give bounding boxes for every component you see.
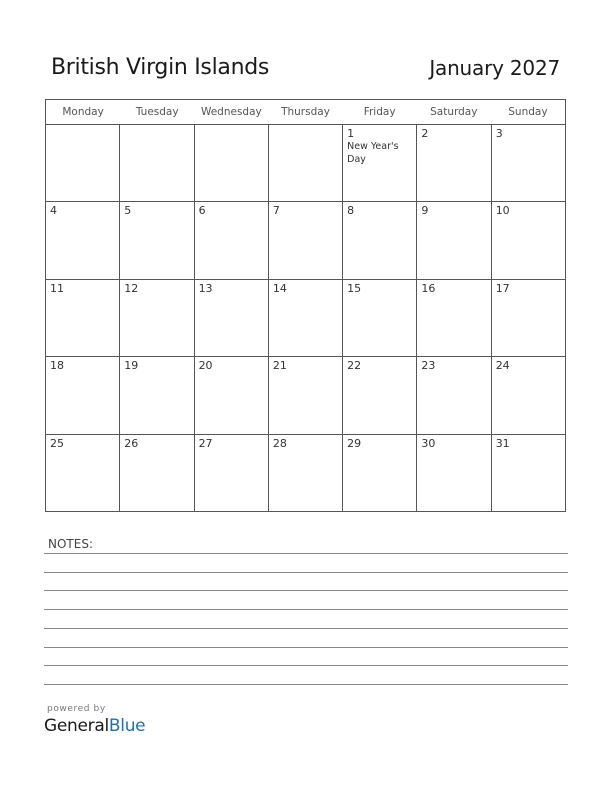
note-line bbox=[44, 609, 568, 610]
week-row bbox=[46, 280, 565, 357]
day-number: 8 bbox=[347, 204, 355, 218]
day-cell[interactable] bbox=[194, 435, 268, 512]
day-cell[interactable] bbox=[46, 280, 119, 356]
weekday-header: Tuesday bbox=[135, 106, 179, 118]
day-number: 7 bbox=[272, 204, 280, 218]
day-number: 19 bbox=[124, 359, 139, 373]
day-cell[interactable] bbox=[119, 357, 193, 433]
day-cell[interactable] bbox=[46, 357, 119, 433]
day-cell[interactable] bbox=[491, 357, 565, 433]
day-cell[interactable] bbox=[268, 280, 342, 356]
holiday-label: New Year's Day bbox=[347, 141, 399, 165]
day-cell[interactable] bbox=[194, 280, 268, 356]
day-number: 25 bbox=[50, 436, 64, 450]
day-number: 5 bbox=[124, 204, 132, 218]
day-cell[interactable] bbox=[491, 202, 565, 278]
day-cell[interactable] bbox=[416, 357, 490, 433]
day-number: 1 bbox=[347, 127, 355, 140]
day-cell[interactable] bbox=[194, 125, 268, 201]
day-number: 27 bbox=[198, 436, 213, 450]
day-number: 15 bbox=[347, 281, 362, 295]
day-number: 11 bbox=[50, 281, 64, 295]
day-number: 28 bbox=[272, 436, 287, 450]
weekday-header-row bbox=[46, 100, 565, 125]
day-number: 10 bbox=[495, 204, 510, 218]
day-number: 24 bbox=[495, 359, 510, 373]
day-cell[interactable] bbox=[342, 435, 416, 512]
day-cell[interactable] bbox=[46, 435, 119, 512]
weekday-header: Monday bbox=[62, 106, 104, 118]
notes-label: NOTES: bbox=[48, 537, 93, 551]
weekday-header: Thursday bbox=[281, 106, 330, 118]
brand-name-part1: General bbox=[44, 716, 109, 736]
day-cell[interactable] bbox=[342, 202, 416, 278]
day-cell[interactable] bbox=[491, 435, 565, 512]
brand-logo[interactable] bbox=[44, 716, 145, 736]
day-cell[interactable] bbox=[268, 357, 342, 433]
day-cell[interactable] bbox=[491, 125, 565, 201]
day-cell[interactable] bbox=[119, 202, 193, 278]
day-number: 31 bbox=[495, 436, 510, 450]
weekday-header: Sunday bbox=[508, 106, 548, 118]
week-row bbox=[46, 435, 565, 512]
day-cell[interactable] bbox=[119, 280, 193, 356]
day-number: 2 bbox=[421, 127, 429, 140]
day-cell[interactable] bbox=[194, 202, 268, 278]
day-number: 17 bbox=[495, 281, 510, 295]
day-number: 6 bbox=[198, 204, 206, 218]
day-cell[interactable] bbox=[491, 280, 565, 356]
brand-name-part2: Blue bbox=[108, 716, 146, 736]
day-cell[interactable] bbox=[268, 202, 342, 278]
note-line bbox=[44, 665, 568, 666]
day-cell[interactable] bbox=[416, 202, 490, 278]
note-line bbox=[44, 590, 568, 591]
day-number: 23 bbox=[421, 359, 436, 373]
day-number: 14 bbox=[272, 281, 287, 295]
day-cell[interactable] bbox=[46, 202, 119, 278]
powered-by-text: powered by bbox=[47, 704, 106, 714]
day-cell[interactable] bbox=[268, 435, 342, 512]
day-cell[interactable] bbox=[416, 435, 490, 512]
day-cell[interactable] bbox=[46, 125, 119, 201]
day-number: 4 bbox=[50, 204, 57, 218]
day-cell[interactable] bbox=[342, 357, 416, 433]
day-cell[interactable] bbox=[342, 125, 416, 201]
note-line bbox=[44, 684, 568, 685]
weekday-header: Wednesday bbox=[200, 106, 262, 118]
page-title: British Virgin Islands bbox=[51, 55, 270, 80]
note-line bbox=[44, 553, 568, 554]
day-number: 9 bbox=[421, 204, 429, 218]
note-line bbox=[44, 628, 568, 629]
week-row bbox=[46, 202, 565, 279]
week-row bbox=[46, 125, 565, 202]
day-cell[interactable] bbox=[416, 280, 490, 356]
month-year-title: January 2027 bbox=[429, 56, 560, 80]
day-number: 12 bbox=[124, 281, 139, 295]
note-line bbox=[44, 647, 568, 648]
note-line bbox=[44, 572, 568, 573]
day-number: 3 bbox=[495, 127, 503, 140]
day-number: 16 bbox=[421, 281, 436, 295]
day-cell[interactable] bbox=[342, 280, 416, 356]
day-cell[interactable] bbox=[119, 125, 193, 201]
day-number: 30 bbox=[421, 436, 436, 450]
day-cell[interactable] bbox=[268, 125, 342, 201]
weekday-header: Saturday bbox=[430, 106, 478, 118]
day-number: 18 bbox=[50, 359, 64, 373]
day-number: 22 bbox=[347, 359, 362, 373]
day-number: 13 bbox=[198, 281, 213, 295]
weekday-header: Friday bbox=[363, 106, 396, 118]
day-number: 21 bbox=[272, 359, 287, 373]
day-number: 20 bbox=[198, 359, 213, 373]
day-cell[interactable] bbox=[416, 125, 490, 201]
week-row bbox=[46, 357, 565, 434]
day-number: 29 bbox=[347, 436, 362, 450]
calendar-grid bbox=[45, 99, 566, 512]
day-number: 26 bbox=[124, 436, 139, 450]
day-cell[interactable] bbox=[119, 435, 193, 512]
day-cell[interactable] bbox=[194, 357, 268, 433]
